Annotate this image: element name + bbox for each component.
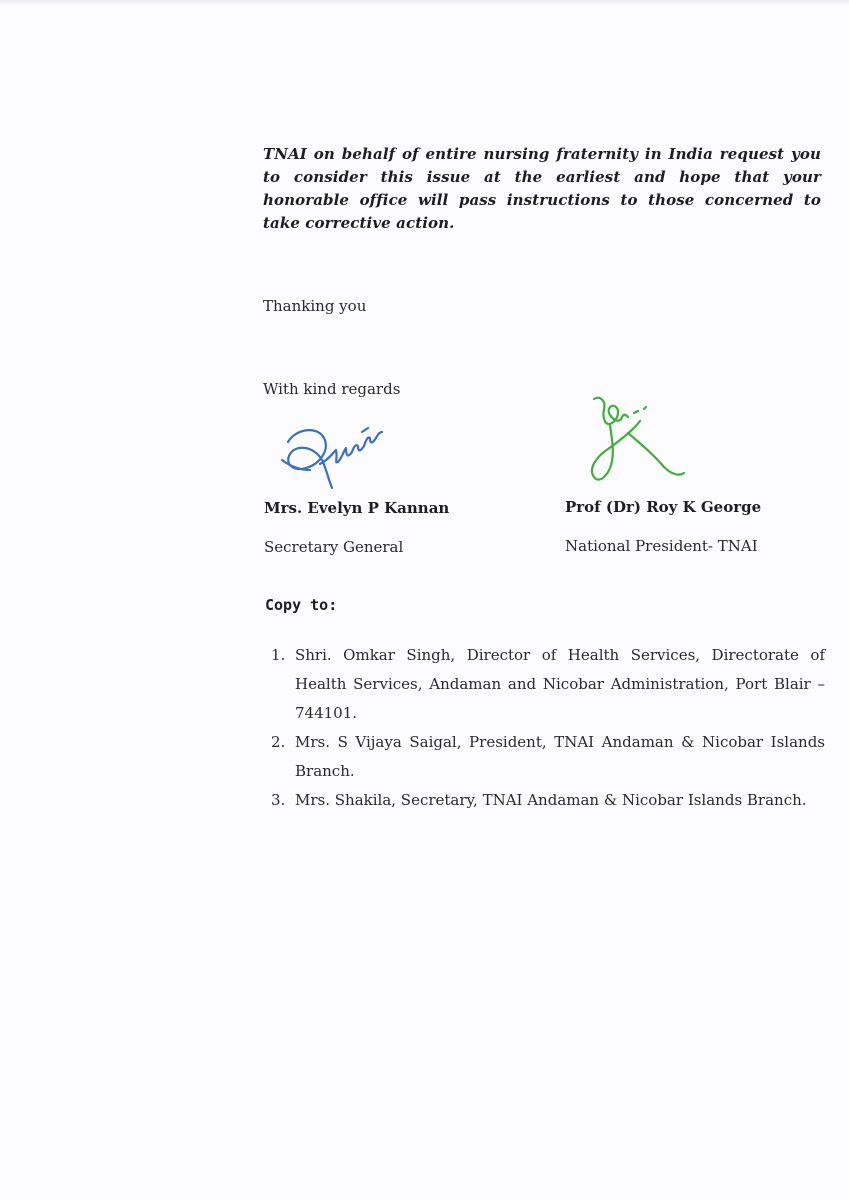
- signature-secretary-general: [276, 420, 392, 496]
- request-paragraph: TNAI on behalf of entire nursing fraternity in India request you to consider this issue at the earliest and hope that your honorable office will pass instructions to those concerned to take corrective action.: [263, 145, 821, 232]
- signatory-title-national-president: National President- TNAI: [565, 537, 758, 555]
- copy-to-item-text: Shri. Omkar Singh, Director of Health Services, Directorate of Health Services, Andaman and Nicobar Administration, Port Blair – 744101.: [295, 646, 825, 722]
- copy-to-item-text: Mrs. S Vijaya Saigal, President, TNAI Andaman & Nicobar Islands Branch.: [295, 733, 825, 780]
- copy-to-item: [265, 786, 825, 815]
- signature-national-president: [582, 393, 692, 493]
- closing-regards: With kind regards: [263, 380, 401, 398]
- copy-to-item-number: 1.: [271, 646, 286, 664]
- signatory-name-secretary-general: Mrs. Evelyn P Kannan: [264, 499, 450, 517]
- copy-to-heading: Copy to:: [265, 596, 338, 614]
- signatory-name-national-president: Prof (Dr) Roy K George: [565, 498, 762, 516]
- copy-to-item: [265, 728, 825, 786]
- copy-to-item: [265, 641, 825, 728]
- copy-to-item-number: 3.: [271, 791, 286, 809]
- signatory-title-secretary-general: Secretary General: [264, 538, 404, 556]
- copy-to-list: [265, 641, 825, 815]
- copy-to-item-number: 2.: [271, 733, 286, 751]
- copy-to-item-text: Mrs. Shakila, Secretary, TNAI Andaman & Nicobar Islands Branch.: [295, 791, 807, 809]
- closing-thanks: Thanking you: [263, 297, 367, 315]
